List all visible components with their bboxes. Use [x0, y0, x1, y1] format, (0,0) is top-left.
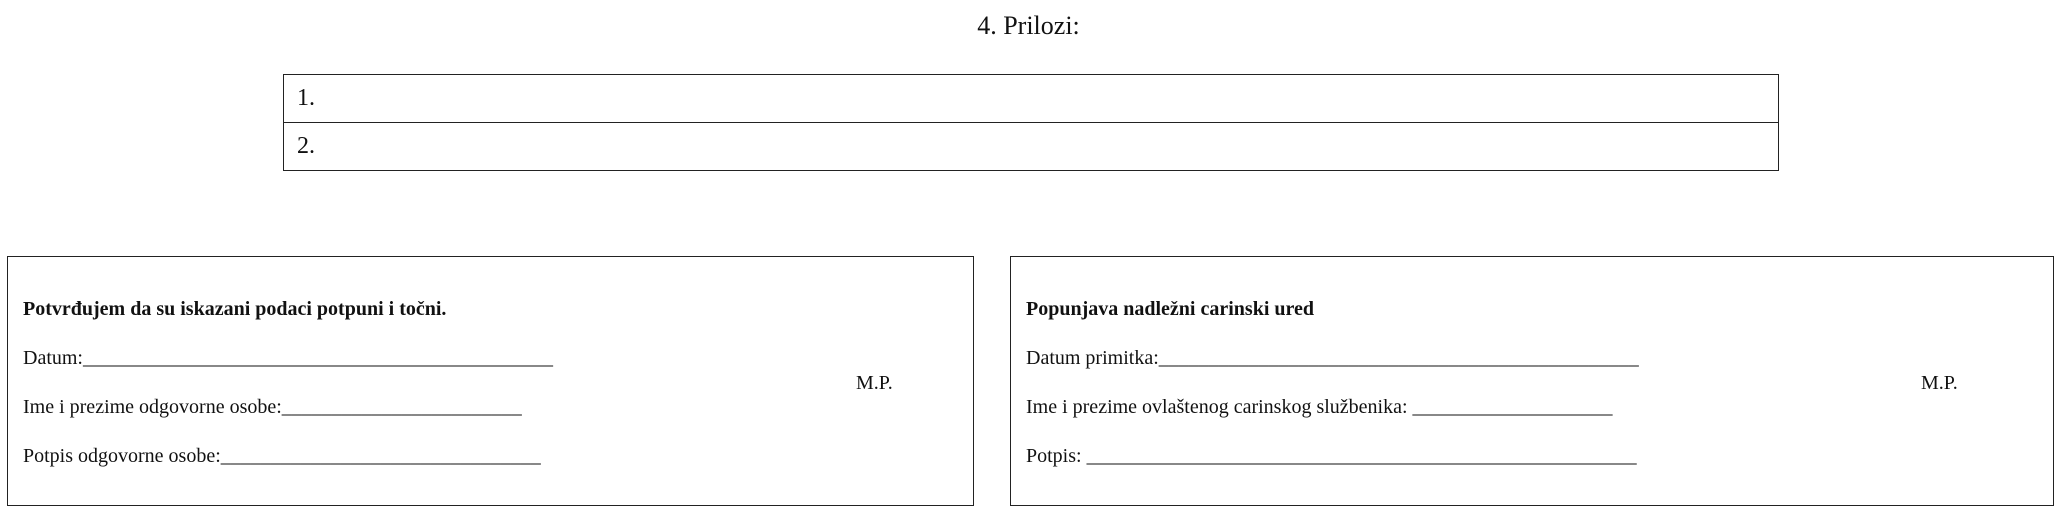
declarant-date-field[interactable]: Datum:_______________________________________________: [23, 347, 553, 369]
table-row: [284, 123, 1779, 171]
customs-date-received-field[interactable]: Datum primitka:________________________________________________: [1026, 347, 1639, 369]
section-title: 4. Prilozi:: [977, 11, 1080, 40]
declarant-confirmation-box: [7, 256, 974, 506]
declarant-name-field[interactable]: Ime i prezime odgovorne osobe:________________________: [23, 396, 522, 418]
attachment-cell-1[interactable]: 1.: [284, 75, 1779, 123]
customs-signature-field[interactable]: Potpis: _______________________________________________________: [1026, 445, 1637, 467]
table-row: [284, 75, 1779, 123]
customs-heading: Popunjava nadležni carinski ured: [1026, 298, 1315, 320]
attachment-cell-2[interactable]: 2.: [284, 123, 1779, 171]
declarant-signature-field[interactable]: Potpis odgovorne osobe:________________________________: [23, 445, 541, 467]
declarant-stamp-label: M.P.: [856, 372, 893, 394]
customs-office-box: [1010, 256, 2054, 506]
customs-officer-name-field[interactable]: Ime i prezime ovlaštenog carinskog službenika: ____________________: [1026, 396, 1613, 418]
declarant-heading: Potvrđujem da su iskazani podaci potpuni i točni.: [23, 298, 447, 320]
customs-stamp-label: M.P.: [1921, 372, 1958, 394]
attachments-table: [283, 74, 1779, 171]
